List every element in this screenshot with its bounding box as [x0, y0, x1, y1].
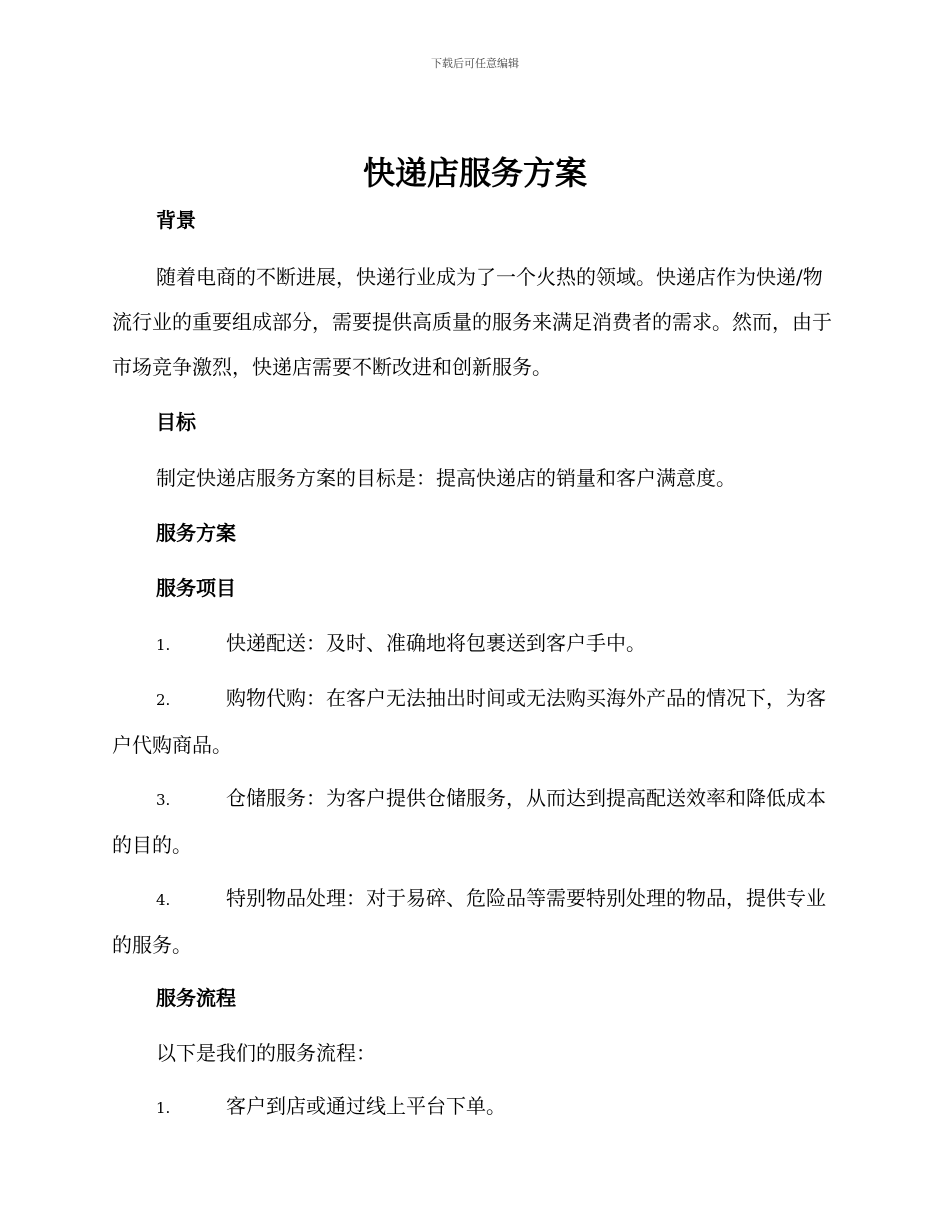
list-text: 仓储服务：为客户提供仓储服务，从而达到提高配送效率和降低成本的目的。	[112, 786, 826, 857]
paragraph-background: 随着电商的不断进展，快递行业成为了一个火热的领域。快递店作为快递/物流行业的重要组成部分，需要提供高质量的服务来满足消费者的需求。然而，由于市场竞争激烈，快递店需要不断改进和创新服务。	[112, 265, 832, 379]
list-item	[112, 621, 836, 668]
list-text: 快递配送：及时、准确地将包裹送到客户手中。	[226, 631, 646, 655]
paragraph-goal: 制定快递店服务方案的目标是：提高快递店的销量和客户满意度。	[156, 466, 736, 490]
heading-items: 服务项目	[156, 576, 236, 600]
list-item	[112, 776, 836, 868]
list-item	[112, 876, 836, 968]
list-number: 2.	[156, 691, 171, 709]
heading-plan: 服务方案	[156, 521, 236, 545]
list-item	[112, 1084, 836, 1131]
list-item	[112, 676, 836, 768]
list-number: 4.	[156, 891, 171, 909]
document-title: 快递店服务方案	[362, 154, 587, 192]
list-number: 3.	[156, 791, 171, 809]
paragraph-process-intro: 以下是我们的服务流程：	[156, 1041, 376, 1065]
heading-process: 服务流程	[156, 986, 236, 1010]
document-body	[112, 200, 836, 1131]
list-text: 特别物品处理：对于易碎、危险品等需要特别处理的物品，提供专业的服务。	[112, 886, 826, 957]
list-text: 客户到店或通过线上平台下单。	[226, 1094, 506, 1118]
heading-goal: 目标	[156, 410, 196, 434]
list-number: 1.	[156, 636, 171, 654]
header-note: 下载后可任意编辑	[431, 57, 519, 70]
heading-background: 背景	[156, 208, 196, 232]
list-number: 1.	[156, 1099, 171, 1117]
list-text: 购物代购：在客户无法抽出时间或无法购买海外产品的情况下，为客户代购商品。	[112, 686, 826, 757]
